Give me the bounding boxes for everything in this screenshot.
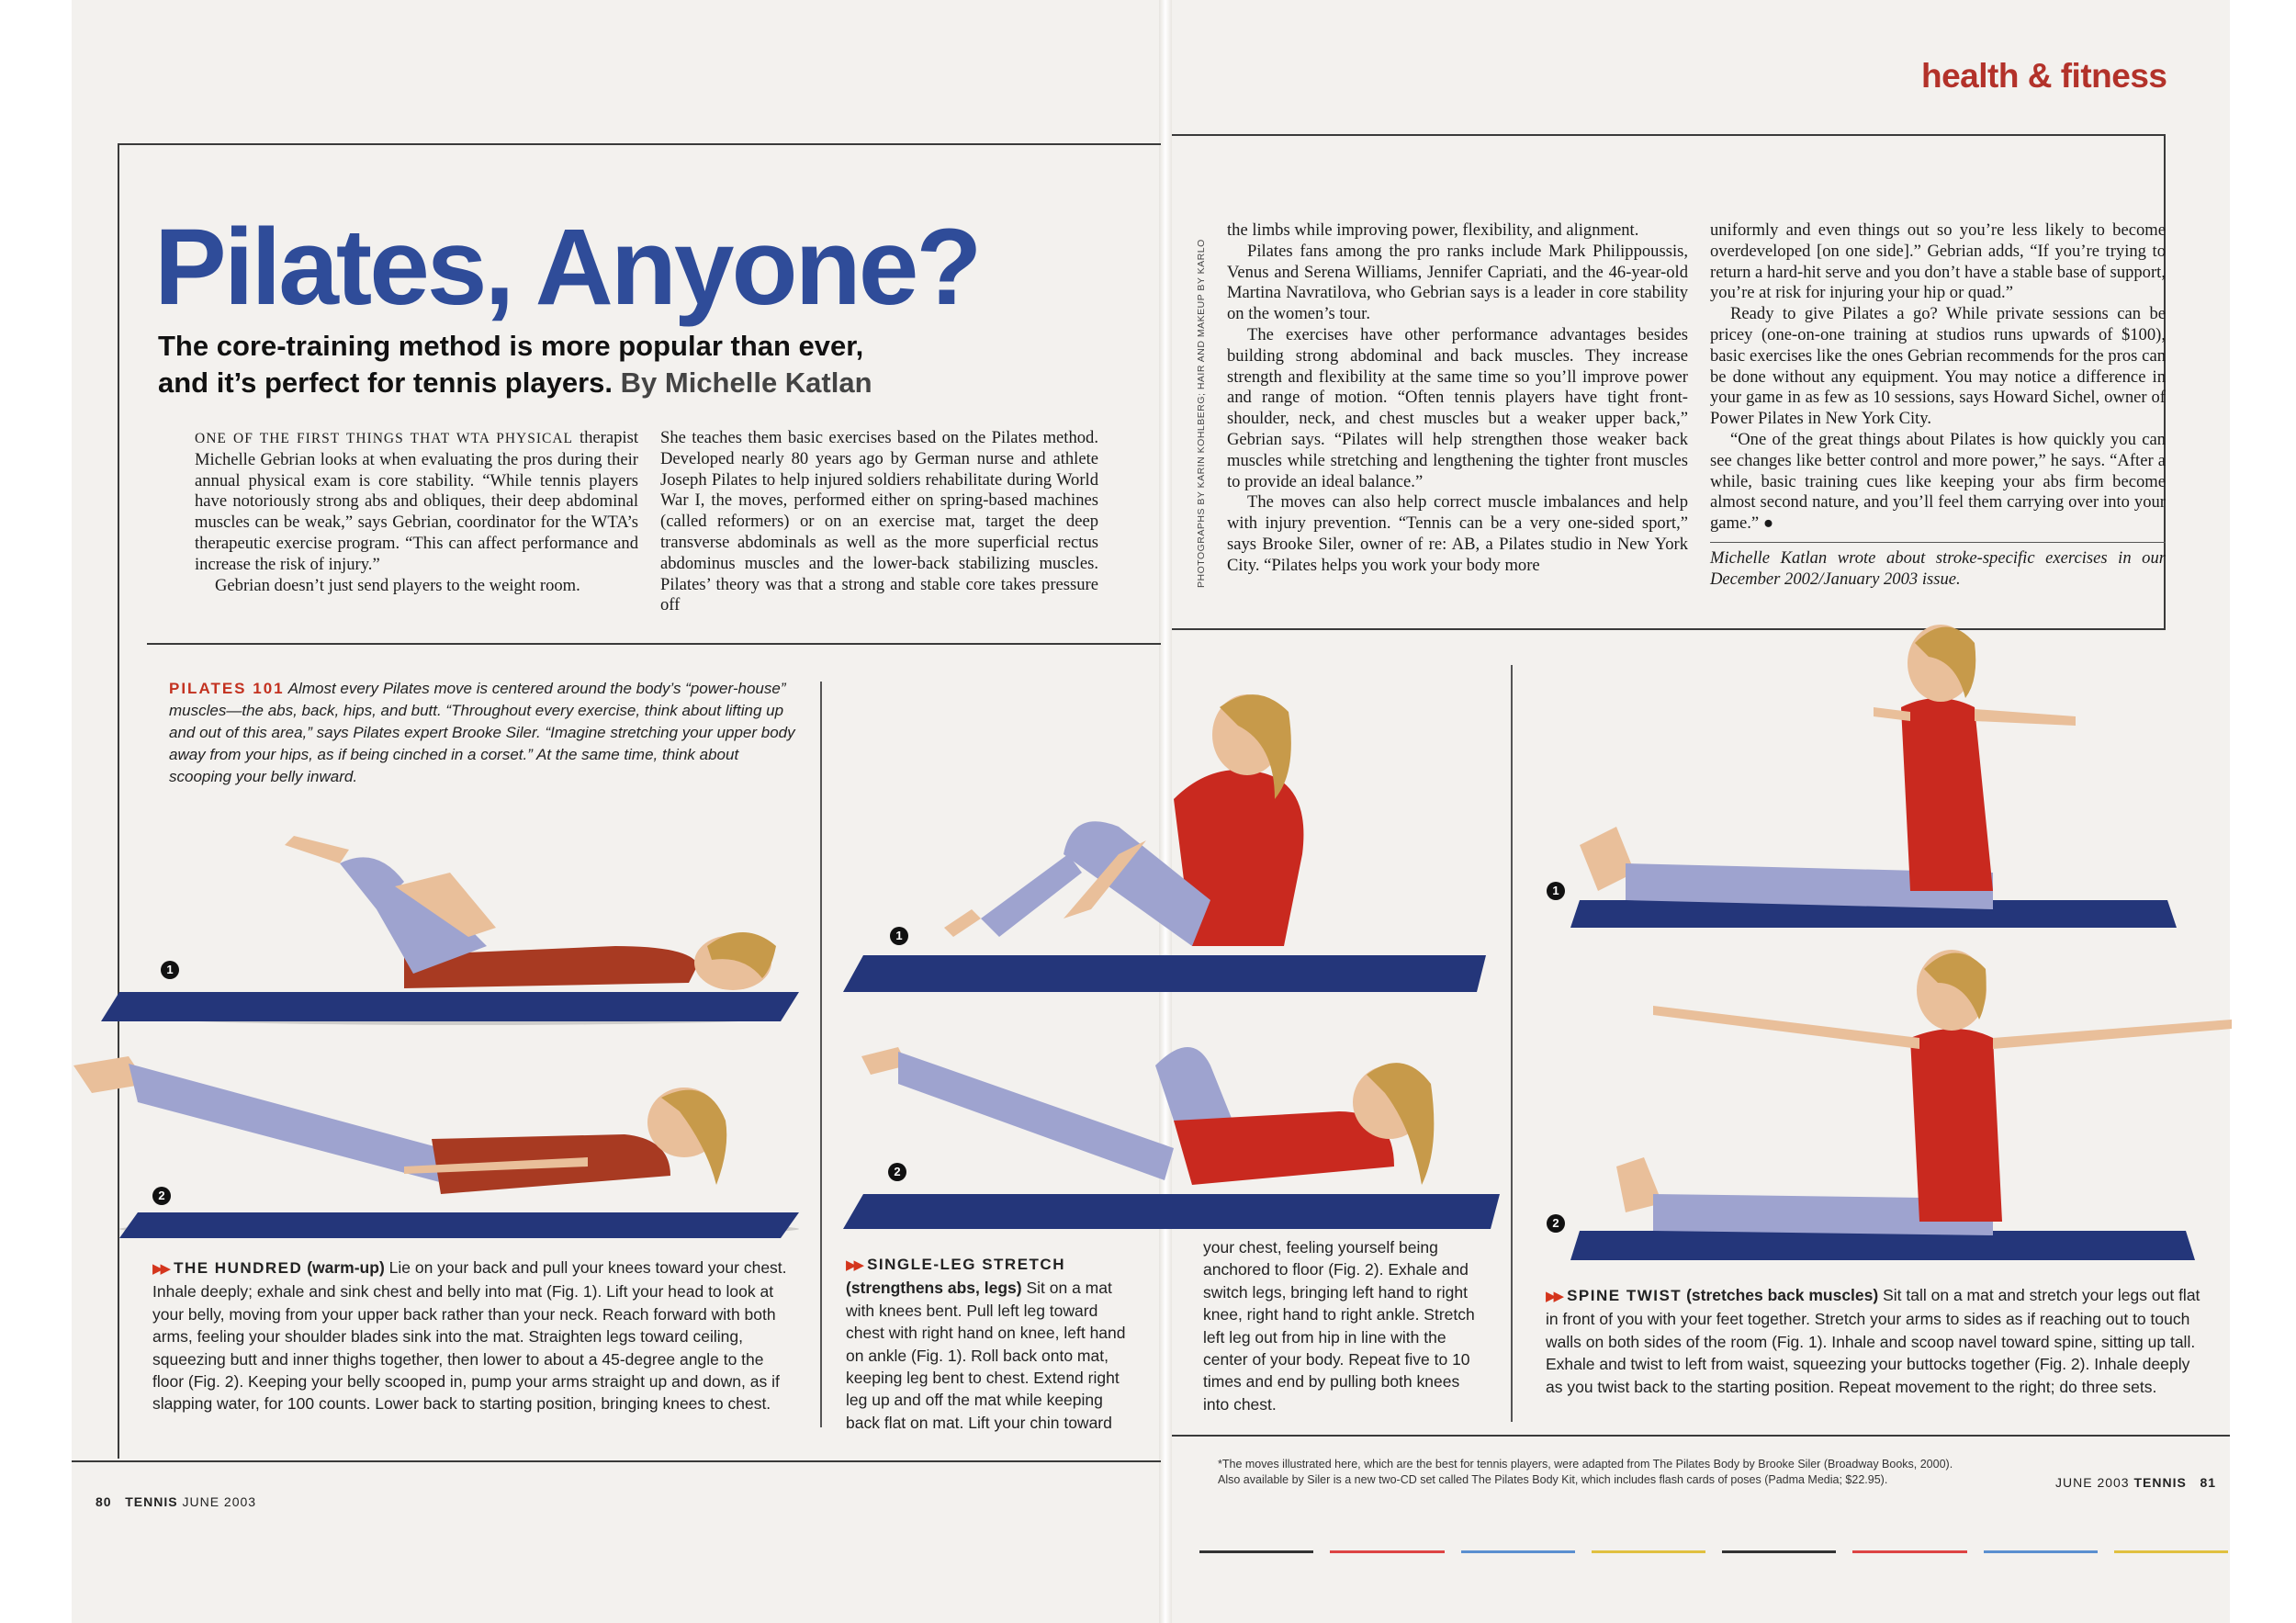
- column-1-paragraph-1: therapist Michelle Gebrian looks at when evaluating the pros during their annual physical exam is core stability. “While tennis players have notoriously strong abs and obliques, their deep abdominal muscles can be weak,” says Gebrian, coordinator for the WTA’s therapeutic exercise program. “This can affect performance and increase the risk of injury.”: [195, 428, 638, 574]
- column-1-paragraph-2: Gebrian doesn’t just send players to the weight room.: [215, 575, 580, 595]
- caption-divider-2: [1511, 665, 1513, 1422]
- hundred-text: Lie on your back and pull your knees toward your chest. Inhale deeply; exhale and sink chest and belly into mat (Fig. 1). Lift your head to look at your belly, moving from your upper back rather than your neck. Reach forward with both arms, feeling your shoulder blades sink into the mat. Straighten legs toward ceiling, squeezing butt and inner thighs together, then lower to about a 45-degree angle to the floor (Fig. 2). Keeping your belly scooped in, pump your arms straight up and down, as if slapping water, for 100 counts. Lower back to starting position, bringing knees to chest.: [152, 1258, 787, 1414]
- pilates-101-label: PILATES 101: [169, 680, 285, 697]
- single-leg-text: Sit on a mat with knees bent. Pull left leg toward chest with right hand on knee, left hand on ankle (Fig. 1). Roll back onto mat, keeping leg bent to chest. Extend right leg up and off the mat while keeping back flat on mat. Lift your chin toward: [846, 1279, 1126, 1432]
- single-leg-fig-2-marker: 2: [888, 1163, 906, 1181]
- bio-rule: [1710, 542, 2166, 543]
- divider-left: [147, 643, 1161, 645]
- caption-divider-1: [820, 682, 822, 1427]
- single-leg-subtitle: (strengthens abs, legs): [846, 1279, 1022, 1298]
- folio-right: [2055, 1475, 2216, 1490]
- arrow-icon: ▶▶: [846, 1257, 862, 1273]
- hundred-fig-2-illustration: [73, 1047, 817, 1240]
- single-leg-fig-2-illustration: [843, 1010, 1504, 1231]
- spine-twist-caption: [1546, 1284, 2203, 1398]
- frame-bottom-left: [72, 1460, 1161, 1462]
- headline: Pilates, Anyone?: [154, 207, 980, 328]
- spine-twist-fig-2-illustration: [1561, 937, 2241, 1268]
- deck: [158, 328, 985, 401]
- single-leg-fig-1-marker: 1: [890, 927, 908, 945]
- footnote: [1218, 1457, 2044, 1488]
- frame-left: [118, 143, 119, 1459]
- frame-top-right: [1172, 134, 2166, 136]
- fig-2-marker: 2: [152, 1187, 171, 1205]
- spine-twist-text: Sit tall on a mat and stretch your legs out flat in front of you with your feet together. Stretch your arms to sides as if reaching out to touch walls on both sides of the room (Fig. 1). Inhale and scoop navel toward spine, sitting up tall. Exhale and twist to left from waist, squeezing your buttocks together (Fig. 2). Inhale deeply as you twist back to the starting position. Repeat movement to the right; do three sets.: [1546, 1286, 2200, 1396]
- article-column-1: [195, 428, 638, 596]
- folio-right-page: 81: [2200, 1475, 2217, 1490]
- column-2-paragraph-1: She teaches them basic exercises based on the Pilates method. Developed nearly 80 years ago by German nurse and athlete Joseph Pilates to help injured soldiers rehabilitate during World War I, the moves, performed either on spring-based machines (called reformers) or on an exercise mat, target the deep transverse abdominals as well as the more superficial rectus abdominus muscles and the lower-back stabilizing muscles. Pilates’ theory was that a strong and stable core takes pressure off: [660, 428, 1098, 615]
- deck-line-2-text: and it’s perfect for tennis players.: [158, 366, 613, 399]
- arrow-icon: ▶▶: [152, 1261, 169, 1277]
- column-4-paragraph-3: “One of the great things about Pilates is how quickly you can see changes like better control and more power,” he says. “After a while, basic training cues like keeping your abs firm become almost second nature, and you’ll feel them carrying over into your game.” ●: [1710, 429, 2166, 534]
- column-4-paragraph-1: uniformly and even things out so you’re less likely to become overdeveloped [on one side].” Gebrian adds, “If you’re trying to return a hard-hit serve and you don’t have a stable base of support, you’re at risk for injuring your hip or quad.”: [1710, 220, 2166, 303]
- folio-left-page: 80: [96, 1494, 112, 1509]
- section-label: health & fitness: [1921, 57, 2167, 95]
- pilates-101-text: Almost every Pilates move is centered around the body’s “power-house” muscles—the abs, back, hips, and butt. “Throughout every exercise, think about lifting up and out of this area,” says Pilates expert Brooke Siler. “Imagine stretching your upper body away from your hips, as if being cinched in a corset.” At the same time, think about scooping your belly inward.: [169, 680, 795, 785]
- column-3-paragraph-3: The exercises have other performance advantages besides building strong abdominal and back muscles. They increase strength and flexibility at the same time so you’ll improve power and range of motion. “Often tennis players have tight front-shoulder, neck, and chest muscles but a weaker upper back,” Gebrian says. “Pilates will help strengthen those weaker back muscles while stretching and lengthening the tighter front muscles to provide an ideal balance.”: [1227, 324, 1688, 491]
- footnote-line-2: Also available by Siler is a new two-CD set called The Pilates Body Kit, which includes flash cards of poses (Padma Media; $22.95).: [1218, 1473, 1888, 1486]
- lead-in: ONE OF THE FIRST THINGS THAT WTA PHYSICAL: [195, 431, 574, 446]
- single-leg-caption-continued: your chest, feeling yourself being anchored to floor (Fig. 2). Exhale and switch legs, bringing left hand to right knee, right hand to right ankle. Stretch left leg out from hip in line with the center of your body. Repeat five to 10 times and end by pulling both knees into chest.: [1203, 1238, 1475, 1414]
- spine-twist-fig-1-illustration: [1561, 606, 2186, 937]
- column-3-paragraph-2: Pilates fans among the pro ranks include Mark Philippoussis, Venus and Serena Williams, Jennifer Capriati, and the 46-year-old Martina Navratilova, who Gebrian says is a leader in core stability on the women’s tour.: [1227, 241, 1688, 324]
- hundred-title: THE HUNDRED: [174, 1259, 303, 1277]
- fig-1-marker: 1: [161, 961, 179, 979]
- folio-left-date: JUNE 2003: [182, 1494, 257, 1509]
- author-bio: Michelle Katlan wrote about stroke-specific exercises in our December 2002/January 2003 issue.: [1710, 547, 2166, 589]
- column-3-paragraph-4: The moves can also help correct muscle imbalances and help with injury prevention. “Tennis can be a very one-sided sport,” says Brooke Siler, owner of re: AB, a Pilates studio in New York City. “Pilates helps you work your body more: [1227, 492, 1688, 575]
- article-column-4: [1710, 220, 2166, 591]
- column-3-paragraph-1: the limbs while improving power, flexibility, and alignment.: [1227, 220, 1639, 240]
- deck-line-1: The core-training method is more popular than ever,: [158, 330, 864, 362]
- printer-color-bars: [1199, 1550, 2228, 1553]
- frame-bottom-right: [1172, 1435, 2230, 1437]
- hundred-subtitle: (warm-up): [307, 1258, 385, 1277]
- footnote-line-1: *The moves illustrated here, which are the best for tennis players, were adapted from The Pilates Body by Brooke Siler (Broadway Books, 2000).: [1218, 1458, 1953, 1471]
- spine-twist-fig-1-marker: 1: [1547, 882, 1565, 900]
- photo-credit: PHOTOGRAPHS BY KARIN KOHLBERG; HAIR AND MAKEUP BY KARLO: [1196, 239, 1207, 588]
- folio-left: [96, 1494, 256, 1509]
- pilates-101-intro: [169, 678, 803, 788]
- single-leg-caption: [846, 1253, 1138, 1434]
- arrow-icon: ▶▶: [1546, 1289, 1562, 1304]
- hundred-caption: [152, 1257, 793, 1415]
- column-4-paragraph-2: Ready to give Pilates a go? While private sessions can be pricey (one-on-one training at studios runs upwards of $100), basic exercises like the ones Gebrian recommends for the pros can be done without any equipment. You may notice a difference in your game in as few as 10 sessions, says Howard Sichel, owner of Power Pilates in New York City.: [1710, 304, 2166, 429]
- spine-twist-fig-2-marker: 2: [1547, 1214, 1565, 1233]
- single-leg-title: SINGLE-LEG STRETCH: [867, 1256, 1065, 1273]
- article-column-2: [660, 428, 1098, 616]
- folio-left-magazine: TENNIS: [125, 1494, 178, 1509]
- deck-line-2: [158, 365, 985, 401]
- hundred-fig-1-illustration: [101, 808, 808, 1029]
- byline: By Michelle Katlan: [620, 366, 872, 399]
- frame-top-left: [118, 143, 1161, 145]
- spine-twist-subtitle: (stretches back muscles): [1686, 1286, 1879, 1304]
- folio-right-date: JUNE 2003: [2055, 1475, 2130, 1490]
- article-column-3: [1227, 220, 1688, 577]
- spine-twist-title: SPINE TWIST: [1567, 1287, 1683, 1304]
- folio-right-magazine: TENNIS: [2133, 1475, 2187, 1490]
- single-leg-fig-1-illustration: [843, 671, 1495, 1001]
